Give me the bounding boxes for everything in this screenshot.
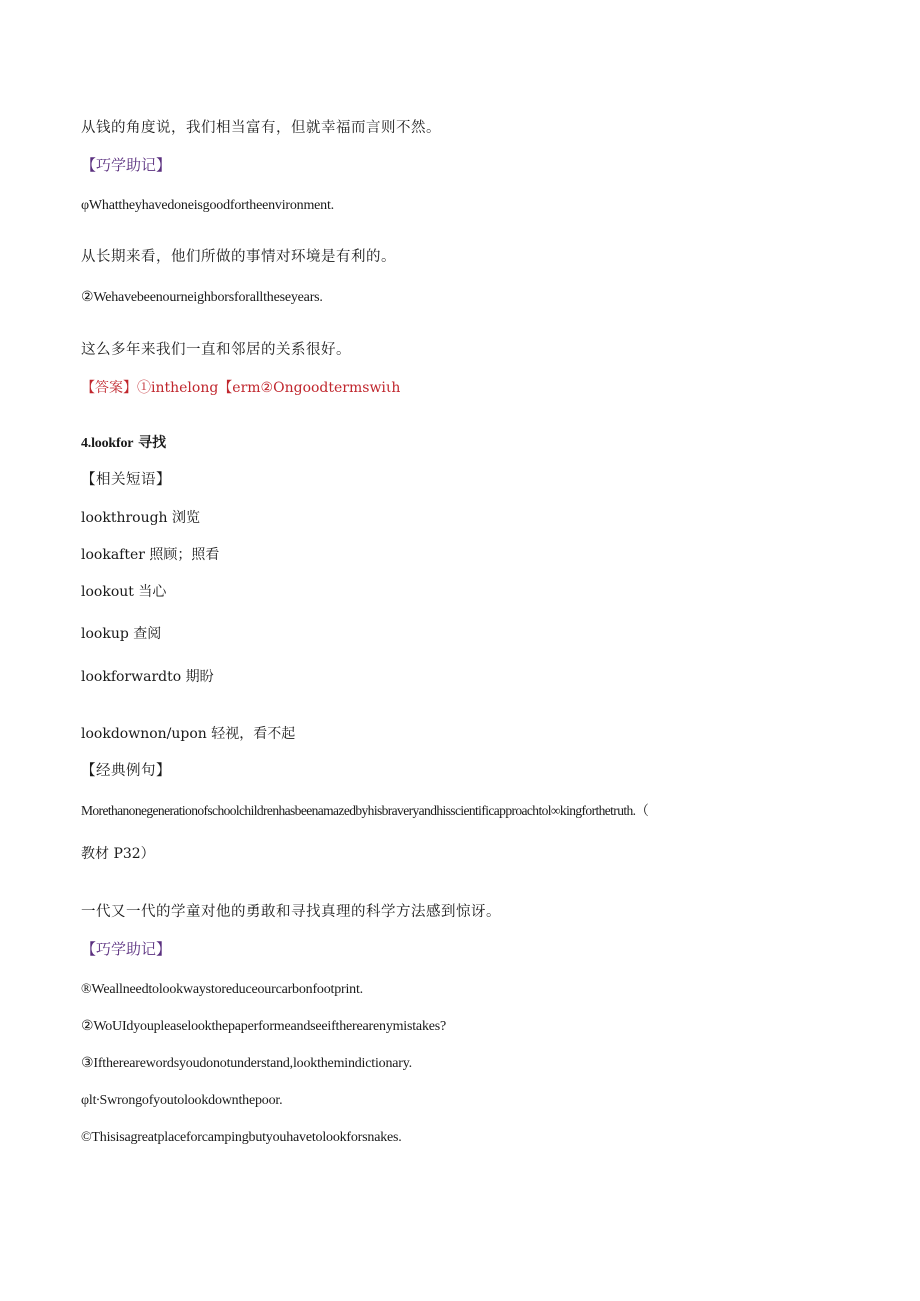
phrase-item: lookthrough 浏览 <box>81 510 201 526</box>
practice-sentence: ©Thisisagreatplaceforcampingbutyouhavetolookforsnakes. <box>81 1130 402 1145</box>
practice-sentence: ®Weallneedtolookwaystoreduceourcarbonfootprint. <box>81 982 363 997</box>
translation-money-happiness: 从钱的角度说，我们相当富有，但就幸福而言则不然。 <box>81 120 441 136</box>
answer-line: 【答案】①inthelong【erm②Ongoodtermswiιh <box>81 380 401 396</box>
phrase-item: lookup 查阅 <box>81 626 162 642</box>
phrase-item: lookafter 照顾；照看 <box>81 547 220 563</box>
section-heading-look-for <box>81 434 166 453</box>
section-heading-classic-examples: 【经典例句】 <box>81 763 171 779</box>
example-translation: 从长期来看，他们所做的事情对环境是有利的。 <box>81 249 396 265</box>
classic-example-translation: 一代又一代的学童对他的勇敢和寻找真理的科学方法感到惊讶。 <box>81 904 501 920</box>
section-heading-memory-tips: 【巧学助记】 <box>81 940 172 958</box>
phrase-item: lookforwardto 期盼 <box>81 669 214 685</box>
practice-sentence: φlt∙Swrongofyoutolookdownthepoor. <box>81 1093 283 1108</box>
example-sentence: ②Wehavebeenourneighborsforalltheseyears. <box>81 290 323 305</box>
practice-sentence: ③Iftherearewordsyoudonotunderstand,lookthemindictionary. <box>81 1056 412 1071</box>
example-translation: 这么多年来我们一直和邻居的关系很好。 <box>81 342 351 358</box>
phrase-meaning: 寻找 <box>133 435 167 451</box>
phrase-item: lookdownon/upon 轻视，看不起 <box>81 726 296 742</box>
practice-sentence: ②WoUIdyoupleaselookthepaperformeandseeiftherearenymistakes? <box>81 1019 447 1034</box>
textbook-reference: 教材 P32） <box>81 846 155 862</box>
classic-example-sentence: Morethanonegenerationofschoolchildrenhasbeenamazedbyhisbraveryandhisscientificapproachtol∞kingforthetruth.（ <box>81 803 649 818</box>
phrase-item: lookout 当心 <box>81 584 167 600</box>
example-sentence: φWhattheyhavedoneisgoodfortheenvironment. <box>81 198 334 213</box>
section-heading-memory-tips: 【巧学助记】 <box>81 156 172 174</box>
section-heading-related-phrases: 【相关短语】 <box>81 472 171 488</box>
phrase-title: 4.lookfor <box>81 436 134 451</box>
